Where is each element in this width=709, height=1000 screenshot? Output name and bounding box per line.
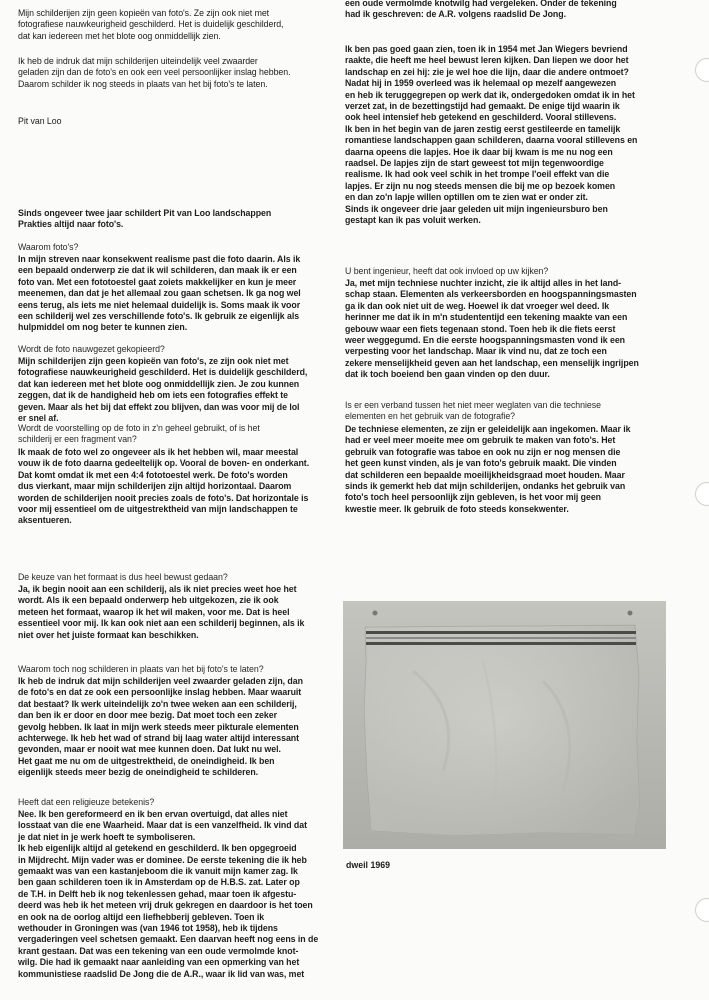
answer-2: Mijn schilderijen zijn geen kopieën van foto's, ze zijn ook niet met fotografiese nauwkeurigheid geschilderd. Het is duidelijk geschilderd, dat kan iedereen met het blote oog onmiddellijk zien. Je zou kunnen zeggen, dat ik de handigheid heb om iets een fotografies effekt te geven. Maar als het bij dat effekt zou blijven, dan was voor mij de lol er snel af. (18, 356, 308, 424)
article-lead: Sinds ongeveer twee jaar schildert Pit van Loo landschappen Prakties altijd naar foto's. (18, 208, 272, 230)
question-5: Waarom toch nog schilderen in plaats van het bij foto's te laten? (18, 664, 264, 674)
question-2: Wordt de foto nauwgezet gekopieerd? (18, 344, 165, 354)
intro-paragraph-1: Mijn schilderijen zijn geen kopieën van foto's. Ze zijn ook niet met fotografiese nauwkeurigheid geschilderd. Het is duidelijk geschilderd, dat kan iedereen met het blote oog onmiddellijk zien. (18, 8, 284, 41)
figure-caption: dweil 1969 (346, 860, 391, 870)
punch-hole-bottom (695, 898, 709, 922)
answer-5: Ik heb de indruk dat mijn schilderijen veel zwaarder geladen zijn, dan de foto's en dat ze ook een persoonlijke inslag hebben. Maar waaruit dat bestaat? Ik werk uiteindelijk zo'n twee weken aan een schilderij, dan ben ik er door en door mee bezig. Dat moet toch een zeker gevolg hebben. Ik laat in mijn werk steeds meer pikturale elementen achterwege. Ik heb het wad of strand bij laag water altijd interessant gevonden, maar er nooit wat mee kunnen doen. Dat lukt nu wel. Het gaat me nu om de uitgestrektheid, de oneindigheid. Ik ben eigenlijk steeds meer bezig de oneindigheid te schilderen. (18, 676, 303, 778)
continued-text: een oude vermolmde knotwilg had vergeleken. Onder de tekening had ik geschreven: de A.R. volgens raadslid De Jong. (345, 0, 617, 20)
answer-1: In mijn streven naar konsekwent realisme past die foto daarin. Als ik een bepaald onderwerp zie dat ik wil schilderen, dan maak ik er een foto van. Met een fototoestel gaat zoiets makkelijker en kun je meer meenemen, dan dat je het allemaal zou gaan schetsen. Ik ga nog wel eens terug, als iets me niet helemaal duidelijk is. Soms maak ik voor een schilderij wel zes verschillende foto's. Ik gebruik ze eigenlijk als hulpmiddel om nog beter te kunnen zien. (18, 254, 301, 333)
punch-hole-top (695, 58, 709, 82)
pin-right (628, 611, 633, 616)
question-6: Heeft dat een religieuze betekenis? (18, 797, 155, 807)
answer-3: Ik maak de foto wel zo ongeveer als ik het hebben wil, maar meestal vouw ik de foto daarna gedeeltelijk op. Vooral de boven- en onderkant. Dat komt omdat ik met een 4:4 fototoestel werk. De foto's worden dus vierkant, maar mijn schilderijen zijn altijd horizontaal. Daarom worden de schilderijen nooit precies zoals de foto's. Dat horizontale is voor mij essentieel om de uitgestrektheid van mijn landschappen te aksentueren. (18, 447, 310, 526)
cloth-stripe-1 (366, 631, 636, 634)
punch-hole-middle (695, 482, 709, 506)
question-7: U bent ingenieur, heeft dat ook invloed op uw kijken? (345, 266, 549, 276)
answer-8: De techniese elementen, ze zijn er geleidelijk aan ingekomen. Maar ik had er veel meer moeite mee om gebruik te maken van foto's. Het gebruik van fotografie was taboe en ook nu zijn er nog mensen die het geen kunst vinden, als je van foto's gebruik maakt. Die vinden dat schilderen een bepaalde moeilijkheidsgraad moet houden. Maar sinds ik gemerkt heb dat mijn schilderijen, ondanks het gebruik van foto's toch heel persoonlijk zijn gebleven, is het voor mij geen kwestie meer. Ik gebruik de foto steeds konsekwenter. (345, 424, 631, 514)
question-1: Waarom foto's? (18, 242, 79, 252)
question-3: Wordt de voorstelling op de foto in z'n geheel gebruikt, of is het schilderij er een fragment van? (18, 423, 260, 445)
question-8: Is er een verband tussen het niet meer weglaten van die techniese elementen en het gebruik van de fotografie? (345, 400, 601, 422)
answer-4: Ja, ik begin nooit aan een schilderij, als ik niet precies weet hoe het wordt. Als ik een bepaald onderwerp heb uitgekozen, zie ik ook meteen het formaat, waarop ik het wil maken, voor me. Dat is heel essentieel voor mij. Ik kan ook niet aan een schilderij beginnen, als ik niet over het juiste formaat kan beschikken. (18, 584, 305, 640)
painting-photo (343, 601, 666, 849)
answer-7: Ja, met mijn techniese nuchter inzicht, zie ik altijd alles in het land- schap staan. Elementen als verkeersborden en hoogspanningsmasten ga ik dan ook niet uit de weg. Hoewel ik dat vroeger wel deed. Ik herinner me dat ik in m'n studententijd een tekening maakte van een gebouw waar een fiets tegenaan stond. Toen heb ik die fiets eerst weer weggegumd. En die eerste hoogspanningsmasten vond ik een verpesting voor het landschap. Maar ik vind nu, dat ze toch een zekere menselijkheid geven aan het landschap, een menselijk ingrijpen dat ik toch boeiend ben gaan vinden op den duur. (345, 278, 639, 380)
cloth-illustration (343, 601, 666, 849)
cloth-stripe-2 (366, 642, 636, 645)
pin-left (373, 611, 378, 616)
paragraph-wiegers: Ik ben pas goed gaan zien, toen ik in 1954 met Jan Wiegers bevriend raakte, die heeft me heel bewust leren kijken. Dan liepen we door het landschap en zei hij: zie je wel hoe die lijn, daar die andere ontmoet? Nadat hij in 1959 overleed was ik helemaal op mezelf aangewezen en heb ik teruggegrepen op werk dat ik, ondergedoken omdat ik in het verzet zat, in de bezettingstijd had gemaakt. De enige tijd waarin ik ook heel intensief heb getekend en geschilderd. Vooral stillevens. Ik ben in het begin van de jaren zestig eerst gestileerde en tamelijk romantiese landschappen gaan schilderen, daarna vooral stillevens en daarna opeens die lapjes. Hoe ik daar bij kwam is me nu nog een raadsel. De lapjes zijn de start geweest tot mijn tegenwoordige realisme. Ik had ook veel schik in het trompe l'oeil effekt van die lapjes. Er zijn nu nog steeds mensen die bij me op bezoek komen en dan zo'n lapje willen optillen om te zien wat er onder zit. Sinds ik ongeveer drie jaar geleden uit mijn ingenieursburo ben gestapt kan ik pas voluit werken. (345, 44, 638, 226)
intro-paragraph-2: Ik heb de indruk dat mijn schilderijen uiteindelijk veel zwaarder geladen zijn dan de foto's en ook een veel persoonlijker inslag hebben. Daarom schilder ik nog steeds in plaats van het bij foto's te laten. (18, 56, 291, 89)
question-4: De keuze van het formaat is dus heel bewust gedaan? (18, 572, 228, 582)
answer-6: Nee. Ik ben gereformeerd en ik ben ervan overtuigd, dat alles niet losstaat van die ene Waarheid. Maar dat is een vanzelfheid. Ik vind dat je dat niet in je werk hoeft te symboliseren. Ik heb eigenlijk altijd al getekend en geschilderd. Ik ben opgegroeid in Mijdrecht. Mijn vader was er dominee. De eerste tekening die ik heb gemaakt was van een kastanjeboom die ik vanuit mijn kamer zag. Ik ben gaan schilderen toen ik in Amsterdam op de H.B.S. zat. Later op de T.H. in Delft heb ik nog tekenlessen gehad, maar toen ik afgestu- deerd was heb ik het meteen vrij druk gekregen en daardoor is het toen en ook na de oorlog altijd een liefhebberij gebleven. Toen ik wethouder in Groningen was (van 1946 tot 1958), heb ik tijdens vergaderingen veel schetsen gemaakt. Een daarvan heeft nog eens in de krant gestaan. Dat was een tekening van een oude vermolmde knot- wilg. Die had ik gemaakt naar aanleiding van een opmerking van het kommunistiese raadslid De Jong die de A.R., waar ik lid van was, met (18, 809, 319, 979)
signature: Pit van Loo (18, 116, 62, 126)
